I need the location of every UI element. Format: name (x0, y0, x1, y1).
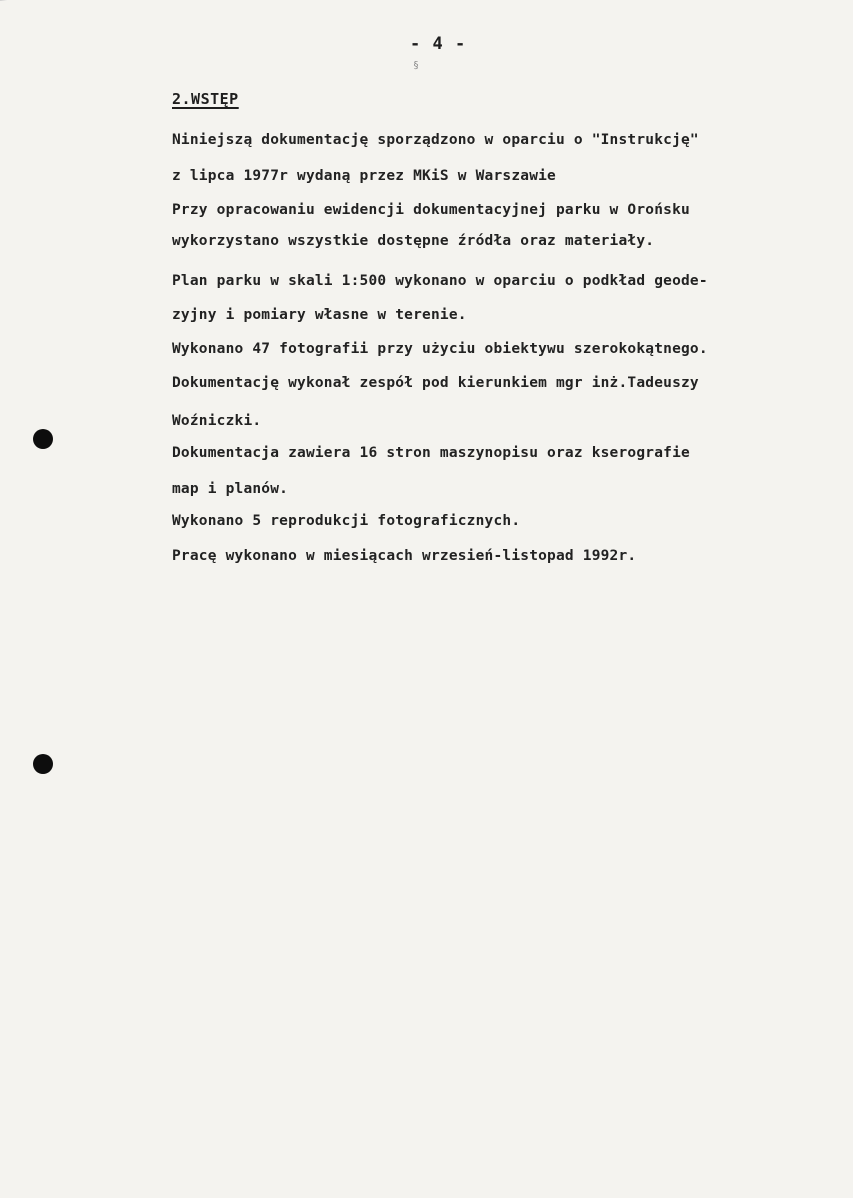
text-line-1: Niniejszą dokumentację sporządzono w oparciu o "Instrukcję" (172, 132, 699, 148)
text-line-4: wykorzystano wszystkie dostępne źródła oraz materiały. (172, 233, 655, 249)
text-line-6: zyjny i pomiary własne w terenie. (172, 307, 467, 323)
text-line-10: Dokumentacja zawiera 16 stron maszynopisu oraz kserografie (172, 445, 690, 461)
punch-hole-top (33, 429, 53, 449)
text-line-13: Pracę wykonano w miesiącach wrzesień-listopad 1992r. (172, 548, 637, 564)
corner-scan-mark (0, 0, 62, 15)
text-line-5: Plan parku w skali 1:500 wykonano w oparciu o podkład geode- (172, 273, 708, 289)
section-heading: 2.WSTĘP (172, 90, 239, 108)
text-line-12: Wykonano 5 reprodukcji fotograficznych. (172, 513, 521, 529)
text-line-9: Woźniczki. (172, 413, 262, 429)
text-line-11: map i planów. (172, 481, 289, 497)
text-line-2: z lipca 1977r wydaną przez MKiS w Warszawie (172, 168, 556, 184)
text-line-3: Przy opracowaniu ewidencji dokumentacyjnej parku w Orońsku (172, 202, 690, 218)
text-line-8: Dokumentację wykonał zespół pod kierunkiem mgr inż.Tadeuszy (172, 375, 699, 391)
text-line-7: Wykonano 47 fotografii przy użyciu obiektywu szerokokątnego. (172, 341, 708, 357)
punch-hole-bottom (33, 754, 53, 774)
page-number: - 4 - (410, 34, 467, 54)
small-pencil-mark: § (413, 60, 420, 71)
